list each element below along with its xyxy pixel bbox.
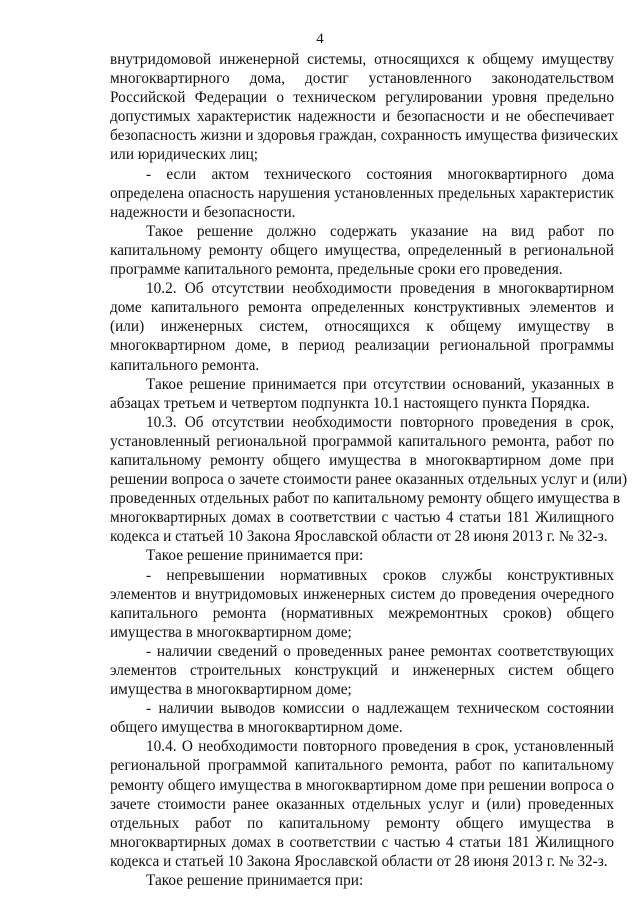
text-line: - если актом технического состояния многоквартирного дома <box>146 165 614 183</box>
text-line: Такое решение принимается при: <box>146 547 364 565</box>
text-line: имущества в многоквартирном доме; <box>110 681 352 699</box>
text-line: программе капитального ремонта, предельные сроки его проведения. <box>110 261 563 279</box>
text-line: абзацах третьем и четвертом подпункта 10.1 настоящего пункта Порядка. <box>110 394 590 412</box>
text-line: (или) инженерных систем, относящихся к общему имуществу в <box>110 318 614 336</box>
text-line: 10.2. Об отсутствии необходимости проведения в многоквартирном <box>146 280 614 298</box>
text-line: отдельных работ по капитальному ремонту общего имущества в <box>110 814 614 832</box>
text-line: надежности и безопасности. <box>110 203 296 221</box>
text-line: - наличии выводов комиссии о надлежащем техническом состоянии <box>146 700 614 718</box>
text-line: ремонту общего имущества в многоквартирном доме при решении вопроса о <box>110 776 614 794</box>
text-line: кодекса и статьей 10 Закона Ярославской области от 28 июня 2013 г. № 32-з. <box>110 528 608 546</box>
text-line: 10.3. Об отсутствии необходимости повторного проведения в срок, <box>146 413 614 431</box>
text-line: Такое решение принимается при: <box>146 872 364 890</box>
text-line: многоквартирного дома, достиг установленного законодательством <box>110 70 614 88</box>
text-line: определена опасность нарушения установленных предельных характеристик <box>110 184 614 202</box>
text-line: проведенных отдельных работ по капитальному ремонту общего имущества в <box>110 490 621 508</box>
text-line: Российской Федерации о техническом регулировании уровня предельно <box>110 89 614 107</box>
text-line: элементов строительных конструкций и инженерных систем общего <box>110 662 614 679</box>
text-line: безопасность жизни и здоровья граждан, сохранность имущества физических <box>110 127 619 145</box>
text-line: общего имущества в многоквартирном доме. <box>110 719 403 737</box>
text-line: капитальному ремонту общего имущества в многоквартирном доме при <box>110 451 614 469</box>
text-line: внутридомовой инженерной системы, относящихся к общему имуществу <box>110 51 614 68</box>
page-number: 4 <box>316 31 324 47</box>
text-line: Такое решение принимается при отсутствии оснований, указанных в <box>146 375 614 393</box>
text-line: - непревышении нормативных сроков службы конструктивных <box>146 566 614 584</box>
document-body <box>110 50 628 890</box>
text-line: имущества в многоквартирном доме; <box>110 623 352 641</box>
text-line: - наличии сведений о проведенных ранее ремонтах соответствующих <box>146 642 614 660</box>
text-line: 10.4. О необходимости повторного проведения в срок, установленный <box>146 738 614 756</box>
text-line: или юридических лиц; <box>110 146 259 164</box>
text-line: капитальному ремонту общего имущества, определенный в региональной <box>110 241 614 259</box>
text-line: капитального ремонта. <box>110 356 260 374</box>
text-line: допустимых характеристик надежности и безопасности и не обеспечивает <box>110 108 614 126</box>
text-line: региональной программой капитального ремонта, работ по капитальному <box>110 757 614 775</box>
text-line: кодекса и статьей 10 Закона Ярославской области от 28 июня 2013 г. № 32-з. <box>110 852 608 870</box>
text-line: установленный региональной программой капитального ремонта, работ по <box>110 432 614 450</box>
text-line: доме капитального ремонта определенных конструктивных элементов и <box>110 299 614 317</box>
text-line: многоквартирных домах в соответствии с частью 4 статьи 181 Жилищного <box>110 509 614 527</box>
text-line: Такое решение должно содержать указание на вид работ по <box>146 222 614 240</box>
text-line: капитального ремонта (нормативных межремонтных сроков) общего <box>110 604 614 622</box>
text-line: зачете стоимости ранее оказанных отдельных услуг и (или) проведенных <box>110 795 614 813</box>
text-line: элементов и внутридомовых инженерных систем до проведения очередного <box>110 585 614 603</box>
text-line: многоквартирных домах в соответствии с частью 4 статьи 181 Жилищного <box>110 833 614 851</box>
text-line: многоквартирном доме, в период реализации региональной программы <box>110 337 614 355</box>
text-line: решении вопроса о зачете стоимости ранее оказанных отдельных услуг и (или) <box>110 471 628 489</box>
